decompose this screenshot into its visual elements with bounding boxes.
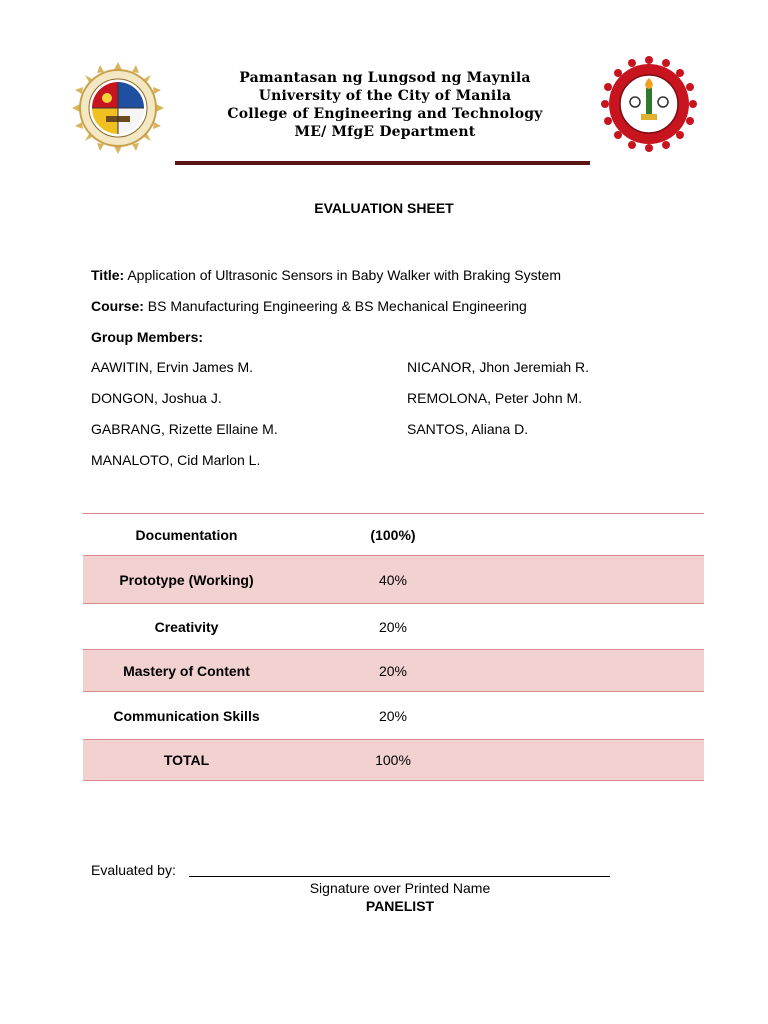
college-seal-icon <box>601 56 697 152</box>
member-name: REMOLONA, Peter John M. <box>407 390 583 406</box>
member-name: DONGON, Joshua J. <box>91 390 222 406</box>
institution-name-block <box>180 69 590 141</box>
member-name: NICANOR, Jhon Jeremiah R. <box>407 359 590 375</box>
panelist-label: PANELIST <box>365 898 435 914</box>
criterion-label: Mastery of Content <box>123 662 250 679</box>
criterion-weight: 20% <box>378 662 408 679</box>
table-row <box>83 650 704 692</box>
table-header-row <box>83 514 704 556</box>
university-seal-icon <box>70 60 166 156</box>
criteria-table <box>83 513 704 781</box>
table-row <box>83 556 704 604</box>
group-members-label: Group Members: <box>91 329 204 345</box>
member-name: SANTOS, Aliana D. <box>407 421 529 437</box>
criterion-label: Communication Skills <box>113 707 260 724</box>
course-value: BS Manufacturing Engineering & BS Mechanical Engineering <box>147 298 527 314</box>
criterion-label: Documentation <box>135 526 238 543</box>
criterion-weight: 100% <box>375 752 411 768</box>
letterhead <box>0 60 768 170</box>
signature-line[interactable] <box>189 876 610 877</box>
criterion-label: Prototype (Working) <box>119 571 254 588</box>
institution-line: Pamantasan ng Lungsod ng Maynila <box>239 70 531 86</box>
group-members-line <box>91 329 203 345</box>
project-title-value: Application of Ultrasonic Sensors in Baby Walker with Braking System <box>127 267 561 283</box>
course-label: Course: <box>91 298 144 314</box>
institution-line: College of Engineering and Technology <box>227 106 543 122</box>
member-name: GABRANG, Rizette Ellaine M. <box>91 421 278 437</box>
criterion-label: TOTAL <box>163 752 210 768</box>
document-title: EVALUATION SHEET <box>314 200 454 216</box>
table-row <box>83 692 704 740</box>
criterion-label: Creativity <box>154 618 219 635</box>
evaluated-by-label: Evaluated by: <box>91 862 176 878</box>
criterion-weight: 20% <box>378 707 408 724</box>
criterion-weight: (100%) <box>370 526 416 543</box>
course-line <box>91 298 527 314</box>
signature-caption: Signature over Printed Name <box>309 880 491 896</box>
table-row <box>83 604 704 650</box>
header-divider <box>175 161 590 165</box>
institution-line: ME/ MfgE Department <box>294 124 476 140</box>
criterion-weight: 40% <box>378 571 408 588</box>
member-name: MANALOTO, Cid Marlon L. <box>91 452 261 468</box>
project-title-label: Title: <box>91 267 125 283</box>
project-title-line <box>91 267 561 283</box>
table-total-row <box>83 740 704 781</box>
member-name: AAWITIN, Ervin James M. <box>91 359 254 375</box>
criterion-weight: 20% <box>378 618 408 635</box>
institution-line: University of the City of Manila <box>258 88 512 104</box>
